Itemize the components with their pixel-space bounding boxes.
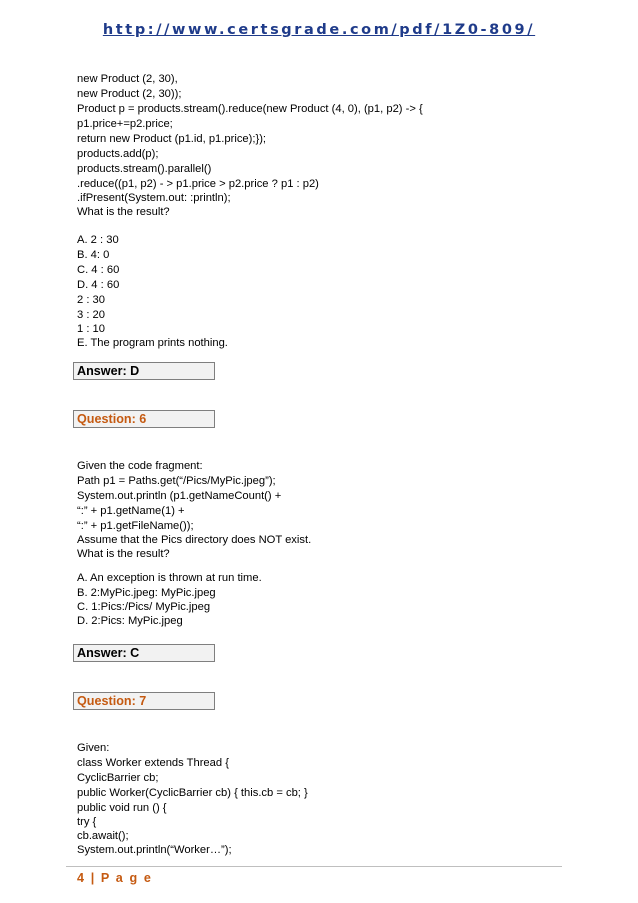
- code-line: p1.price+=p2.price;: [77, 118, 173, 130]
- answer-option: B. 4: 0: [77, 249, 110, 261]
- answer-option: C. 4 : 60: [77, 264, 120, 276]
- answer-option: 1 : 10: [77, 323, 105, 335]
- code-line: System.out.println(“Worker…”);: [77, 844, 232, 856]
- header-url-link[interactable]: http://www.certsgrade.com/pdf/1Z0-809/: [102, 22, 536, 38]
- answer-option: D. 2:Pics: MyPic.jpeg: [77, 615, 183, 627]
- answer-option: E. The program prints nothing.: [77, 337, 228, 349]
- code-line: Path p1 = Paths.get(“/Pics/MyPic.jpeg”);: [77, 475, 276, 487]
- question-prompt: What is the result?: [77, 206, 170, 218]
- answer-box: Answer: C: [73, 644, 215, 662]
- code-line: .ifPresent(System.out: :println);: [77, 192, 231, 204]
- answer-box: Answer: D: [73, 362, 215, 380]
- code-line: “:” + p1.getName(1) +: [77, 505, 185, 517]
- code-line: products.stream().parallel(): [77, 163, 212, 175]
- answer-option: A. 2 : 30: [77, 234, 119, 246]
- question-text: Assume that the Pics directory does NOT exist.: [77, 534, 312, 546]
- answer-option: B. 2:MyPic.jpeg: MyPic.jpeg: [77, 587, 216, 599]
- code-line: class Worker extends Thread {: [77, 757, 229, 769]
- code-line: products.add(p);: [77, 148, 159, 160]
- answer-option: A. An exception is thrown at run time.: [77, 572, 262, 584]
- answer-option: 3 : 20: [77, 309, 105, 321]
- question-text: Given the code fragment:: [77, 460, 203, 472]
- code-line: .reduce((p1, p2) - > p1.price > p2.price ? p1 : p2): [77, 178, 319, 190]
- question-text: Given:: [77, 742, 110, 754]
- code-line: try {: [77, 816, 97, 828]
- answer-option: D. 4 : 60: [77, 279, 120, 291]
- code-line: new Product (2, 30),: [77, 73, 178, 85]
- footer-divider: [66, 866, 562, 867]
- code-line: public void run () {: [77, 802, 167, 814]
- question-7-heading: Question: 7: [73, 692, 215, 710]
- code-line: “:” + p1.getFileName());: [77, 520, 194, 532]
- code-line: Product p = products.stream().reduce(new Product (4, 0), (p1, p2) -> {: [77, 103, 423, 115]
- answer-option: C. 1:Pics:/Pics/ MyPic.jpeg: [77, 601, 211, 613]
- code-line: public Worker(CyclicBarrier cb) { this.cb = cb; }: [77, 787, 308, 799]
- code-line: new Product (2, 30));: [77, 88, 182, 100]
- code-line: return new Product (p1.id, p1.price);});: [77, 133, 267, 145]
- page-number: 4 | P a g e: [77, 871, 153, 885]
- question-prompt: What is the result?: [77, 548, 170, 560]
- code-line: System.out.println (p1.getNameCount() +: [77, 490, 282, 502]
- code-line: cb.await();: [77, 830, 129, 842]
- code-line: CyclicBarrier cb;: [77, 772, 159, 784]
- question-6-heading: Question: 6: [73, 410, 215, 428]
- answer-option: 2 : 30: [77, 294, 105, 306]
